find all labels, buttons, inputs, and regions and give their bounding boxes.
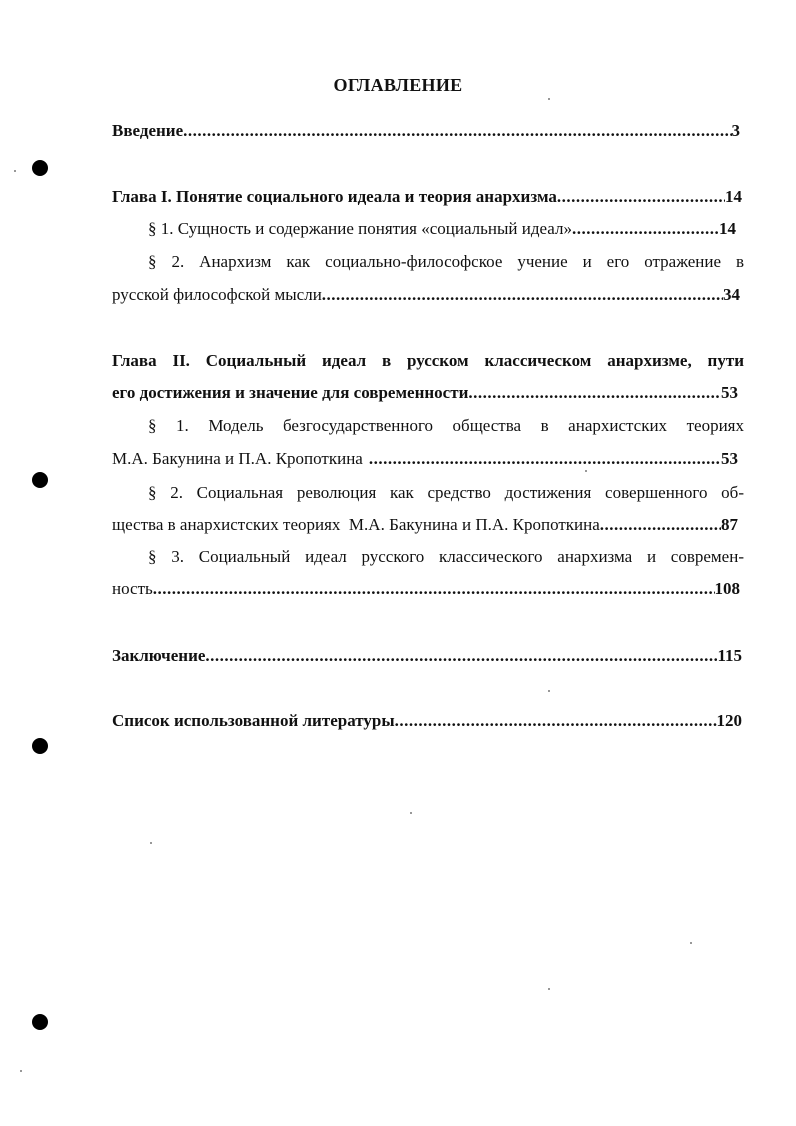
scan-speck [20, 1070, 22, 1072]
toc-leader-dots [468, 382, 721, 404]
toc-page-number: 53 [721, 383, 738, 402]
toc-page-number: 14 [725, 187, 742, 206]
toc-entry-ch1-section-1[interactable] [148, 218, 736, 240]
toc-leader-dots [322, 284, 723, 306]
toc-leader-dots [600, 514, 721, 536]
scan-speck [548, 690, 550, 692]
toc-entry-ch2-section-1-line1[interactable]: § 1. Модель безгосударственного общества в анархистских теориях [148, 416, 744, 435]
binder-hole [32, 1014, 48, 1030]
toc-entry-label: § 1. Сущность и содержание понятия «социальный идеал» [148, 219, 572, 238]
binder-hole [32, 160, 48, 176]
toc-page-number: 120 [716, 711, 742, 730]
toc-page-number: 108 [714, 579, 740, 598]
toc-entry-chapter-2-line1[interactable]: Глава II. Социальный идеал в русском классическом анархизме, пути [112, 351, 744, 370]
toc-entry-label: Заключение [112, 646, 206, 665]
toc-entry-conclusion[interactable] [112, 645, 742, 667]
scan-speck [690, 942, 692, 944]
toc-leader-dots [369, 448, 721, 470]
toc-leader-dots [557, 186, 725, 208]
toc-leader-dots [205, 645, 717, 667]
toc-page-number: 14 [719, 219, 736, 238]
toc-entry-ch2-section-3-line2[interactable] [112, 578, 740, 600]
toc-leader-dots [572, 218, 719, 240]
toc-entry-label: русской философской мысли [112, 285, 322, 304]
toc-page-number: 3 [731, 121, 740, 140]
binder-hole [32, 738, 48, 754]
scan-speck [548, 988, 550, 990]
toc-entry-ch2-section-1-line2[interactable] [112, 448, 738, 470]
toc-entry-intro[interactable] [112, 120, 740, 142]
toc-page-number: 87 [721, 515, 738, 534]
toc-entry-bibliography[interactable] [112, 710, 742, 732]
toc-entry-label: М.А. Бакунина и П.А. Кропоткина [112, 449, 363, 468]
toc-leader-dots [183, 120, 731, 142]
toc-entry-chapter-1[interactable] [112, 186, 742, 208]
toc-page-number: 34 [723, 285, 740, 304]
toc-leader-dots [153, 578, 715, 600]
toc-entry-label: щества в анархистских теориях М.А. Бакунина и П.А. Кропоткина [112, 515, 600, 534]
toc-entry-ch2-section-2-line2[interactable] [112, 514, 738, 536]
toc-entry-ch1-section-2-line1[interactable]: § 2. Анархизм как социально-философское учение и его отражение в [148, 252, 744, 271]
binder-hole [32, 472, 48, 488]
toc-entry-label: Список использованной литературы [112, 711, 395, 730]
scan-speck [150, 842, 152, 844]
scan-speck [585, 470, 587, 472]
toc-leader-dots [395, 710, 717, 732]
scan-speck [410, 812, 412, 814]
scan-speck [14, 170, 16, 172]
toc-entry-ch2-section-2-line1[interactable]: § 2. Социальная революция как средство достижения совершенного об- [148, 483, 744, 502]
toc-title: ОГЛАВЛЕНИЕ [333, 75, 463, 95]
toc-entry-ch1-section-2-line2[interactable] [112, 284, 740, 306]
toc-entry-label: Введение [112, 121, 184, 140]
toc-entry-label: его достижения и значение для современности [112, 383, 469, 402]
toc-entry-label: ность [112, 579, 153, 598]
toc-entry-label: Глава I. Понятие социального идеала и теория анархизма [112, 187, 557, 206]
toc-entry-chapter-2-line2[interactable] [112, 382, 738, 404]
toc-page-number: 53 [721, 449, 738, 468]
scan-speck [548, 98, 550, 100]
toc-entry-ch2-section-3-line1[interactable]: § 3. Социальный идеал русского классического анархизма и современ- [148, 547, 744, 566]
toc-page-number: 115 [717, 646, 742, 665]
